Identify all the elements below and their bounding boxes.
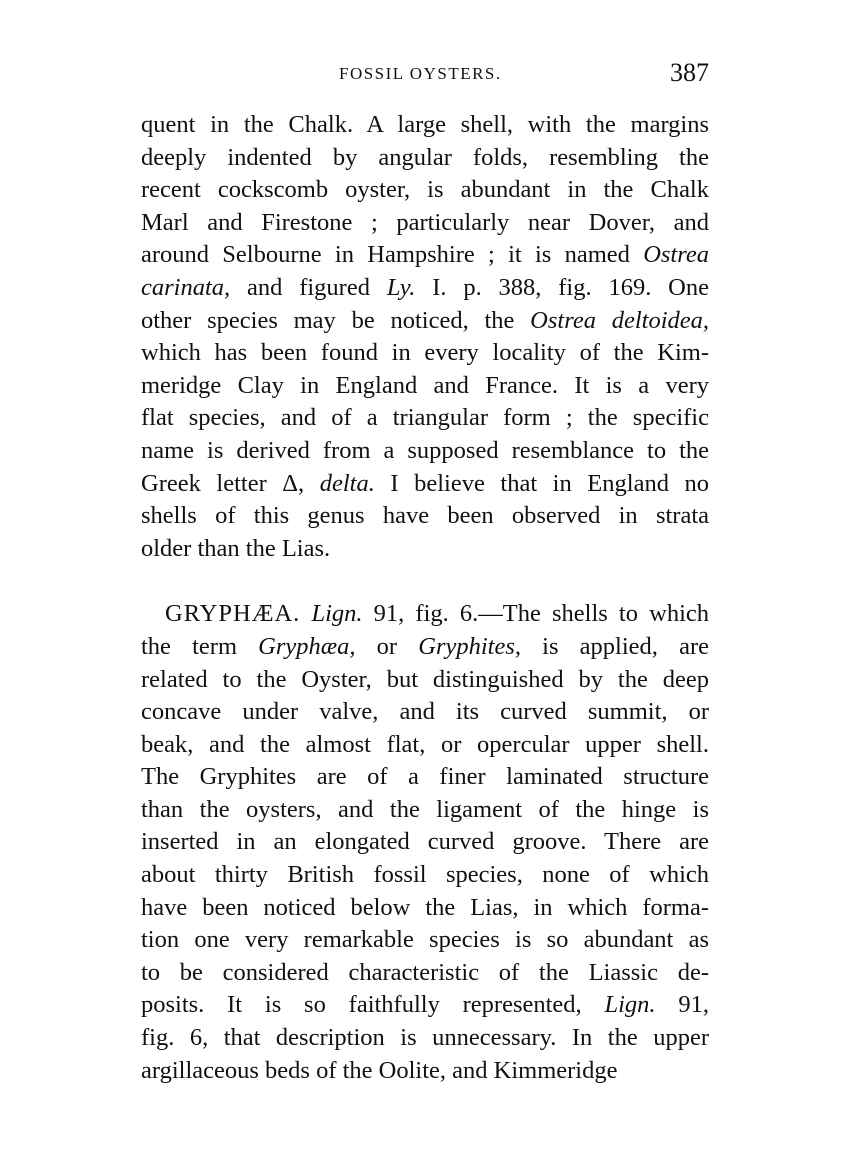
text-line — [141, 435, 709, 468]
text-line — [141, 729, 709, 762]
italic-run: Lign. — [604, 991, 656, 1019]
italic-run: delta. — [319, 469, 375, 497]
text-run: flat species, and of a triangular form ; the specific — [141, 404, 709, 432]
paragraph-oysters — [141, 109, 709, 565]
text-run: recent cockscomb oyster, is abundant in the Chalk — [141, 176, 709, 204]
text-run: The Gryphites are of a finer laminated structure — [141, 763, 709, 791]
text-line — [141, 468, 709, 501]
text-line — [141, 1022, 709, 1055]
italic-run: carinata, — [141, 273, 231, 301]
text-line — [141, 402, 709, 435]
italic-run: Ostrea deltoidea, — [530, 306, 709, 334]
text-line — [141, 142, 709, 175]
text-run: Greek letter Δ, — [141, 469, 320, 497]
text-run: 91, fig. 6.—The shells to which — [362, 600, 710, 628]
text-line — [141, 664, 709, 697]
italic-run: Ostrea — [643, 241, 709, 269]
page-number: 387 — [670, 58, 709, 87]
text-run: inserted in an elongated curved groove. There are — [141, 828, 709, 856]
text-line — [141, 598, 709, 631]
text-run: quent in the Chalk. A large shell, with the margins — [141, 111, 709, 138]
text-line — [141, 533, 709, 566]
text-run: beak, and the almost flat, or opercular upper shell. — [141, 730, 709, 758]
text-run: GRYPHÆA. — [165, 600, 301, 628]
text-run: and figured — [230, 273, 387, 301]
text-run: about thirty British fossil species, none of which — [141, 861, 709, 889]
italic-run: Ly. — [386, 273, 416, 301]
text-line — [141, 370, 709, 403]
text-line — [141, 892, 709, 925]
text-run: have been noticed below the Lias, in which forma- — [141, 893, 709, 921]
text-line — [141, 1055, 709, 1088]
text-run: name is derived from a supposed resemblance to the — [141, 436, 709, 464]
text-line — [141, 826, 709, 859]
text-line — [141, 924, 709, 957]
text-line — [141, 957, 709, 990]
text-run: concave under valve, and its curved summit, or — [141, 698, 709, 726]
italic-run: Gryphites, — [418, 632, 521, 660]
text-line — [141, 500, 709, 533]
text-run — [300, 600, 311, 627]
text-run: shells of this genus have been observed in strata — [141, 502, 709, 530]
text-run: meridge Clay in England and France. It is a very — [141, 371, 709, 399]
text-line — [141, 305, 709, 338]
text-line — [141, 109, 709, 142]
text-run: which has been found in every locality of the Kim- — [141, 339, 709, 367]
text-run: I. p. 388, fig. 169. One — [415, 273, 709, 301]
paragraph-gryphaea — [141, 598, 709, 1087]
text-run: other species may be noticed, the — [141, 306, 531, 334]
text-run: deeply indented by angular folds, resembling the — [141, 143, 709, 171]
text-run: posits. It is so faithfully represented, — [141, 991, 605, 1019]
text-line — [141, 989, 709, 1022]
text-run: I believe that in England no — [374, 469, 709, 497]
page-header — [141, 60, 709, 92]
text-line — [141, 272, 709, 305]
text-run: the term — [141, 632, 259, 660]
text-line — [141, 239, 709, 272]
running-head: FOSSIL OYSTERS. — [339, 64, 502, 83]
text-run: around Selbourne in Hampshire ; it is named — [141, 241, 644, 269]
text-line — [141, 859, 709, 892]
text-line — [141, 631, 709, 664]
text-run: 91, — [655, 991, 710, 1019]
text-run: or — [355, 632, 419, 660]
italic-run: Gryphæa, — [258, 632, 356, 660]
text-run: argillaceous beds of the Oolite, and Kimmeridge — [141, 1056, 618, 1084]
text-run: older than the Lias. — [141, 534, 331, 562]
text-line — [141, 174, 709, 207]
italic-run: Lign. — [311, 600, 363, 628]
book-page — [141, 60, 709, 1087]
text-run: to be considered characteristic of the Liassic de- — [141, 958, 709, 986]
text-run: than the oysters, and the ligament of the hinge is — [141, 795, 709, 823]
text-line — [141, 761, 709, 794]
text-line — [141, 696, 709, 729]
text-run: Marl and Firestone ; particularly near Dover, and — [141, 208, 709, 236]
text-line — [141, 794, 709, 827]
text-run: tion one very remarkable species is so abundant as — [141, 926, 709, 954]
text-run: is applied, are — [521, 632, 709, 660]
text-run: related to the Oyster, but distinguished by the deep — [141, 665, 709, 693]
text-run: fig. 6, that description is unnecessary. In the upper — [141, 1024, 709, 1052]
text-line — [141, 337, 709, 370]
text-line — [141, 207, 709, 240]
